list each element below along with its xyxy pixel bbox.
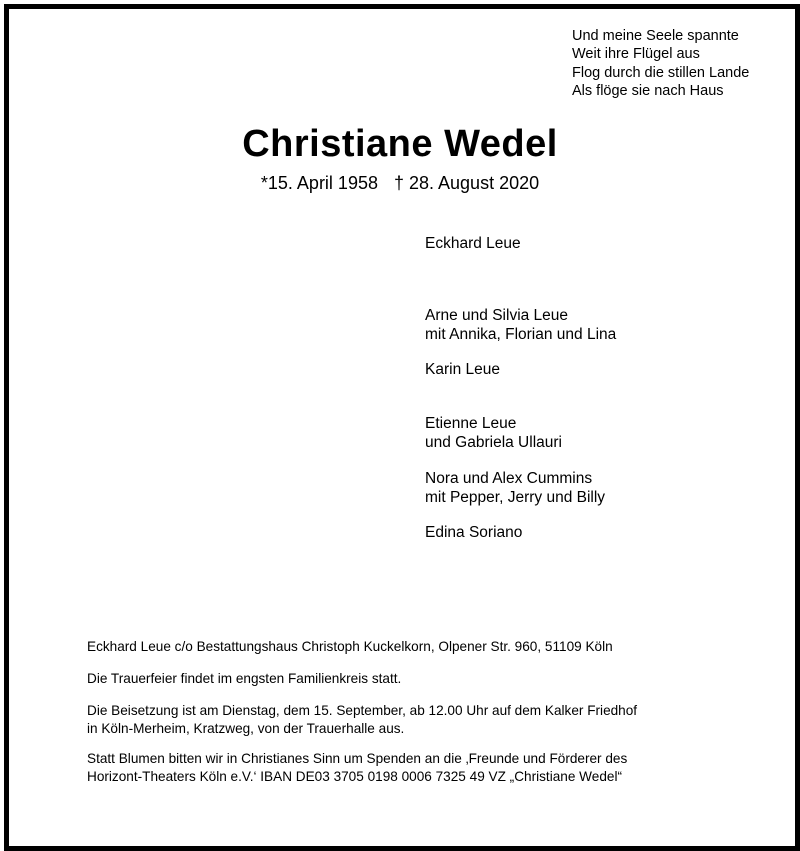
mourner-line: mit Pepper, Jerry und Billy <box>425 489 606 506</box>
mourner-line: Etienne Leue <box>425 415 517 432</box>
birth-date: *15. April 1958 <box>260 173 378 193</box>
mourner-entry <box>425 523 522 542</box>
mourner-line: Arne und Silvia Leue <box>425 307 569 324</box>
funeral-line: Die Trauerfeier findet im engsten Familienkreis statt. <box>87 671 402 686</box>
funeral-block <box>87 670 737 688</box>
mourner-line: Edina Soriano <box>425 524 523 541</box>
mourner-line: Karin Leue <box>425 361 500 378</box>
mourner-entry <box>425 469 605 507</box>
mourner-entry <box>425 360 500 379</box>
donation-line: Statt Blumen bitten wir in Christianes Sinn um Spenden an die ‚Freunde und Förderer des <box>87 751 628 766</box>
poem-line: Und meine Seele spannte <box>572 28 739 44</box>
donation-block <box>87 750 737 785</box>
life-dates <box>0 173 800 194</box>
burial-line: Die Beisetzung ist am Dienstag, dem 15. September, ab 12.00 Uhr auf dem Kalker Friedhof <box>87 703 638 718</box>
mourner-entry <box>425 414 562 452</box>
burial-block <box>87 702 737 737</box>
mourner-line: Eckhard Leue <box>425 235 521 252</box>
mourner-entry <box>425 234 521 253</box>
deceased-name: Christiane Wedel <box>242 123 558 165</box>
mourner-line: mit Annika, Florian und Lina <box>425 326 617 343</box>
mourner-entry <box>425 306 616 344</box>
poem <box>572 27 749 100</box>
poem-line: Weit ihre Flügel aus <box>572 46 700 63</box>
mourner-line: und Gabriela Ullauri <box>425 434 562 451</box>
address-line: Eckhard Leue c/o Bestattungshaus Christoph Kuckelkorn, Olpener Str. 960, 51109 Köln <box>87 639 613 654</box>
poem-line: Als flöge sie nach Haus <box>572 82 724 99</box>
death-date: † 28. August 2020 <box>393 173 540 193</box>
poem-line: Flog durch die stillen Lande <box>572 64 750 81</box>
donation-line: Horizont-Theaters Köln e.V.‘ IBAN DE03 3705 0198 0006 7325 49 VZ „Christiane Wedel“ <box>87 768 622 784</box>
burial-line: in Köln-Merheim, Kratzweg, von der Trauerhalle aus. <box>87 720 405 736</box>
mourner-line: Nora und Alex Cummins <box>425 470 593 487</box>
address-block <box>87 638 737 656</box>
